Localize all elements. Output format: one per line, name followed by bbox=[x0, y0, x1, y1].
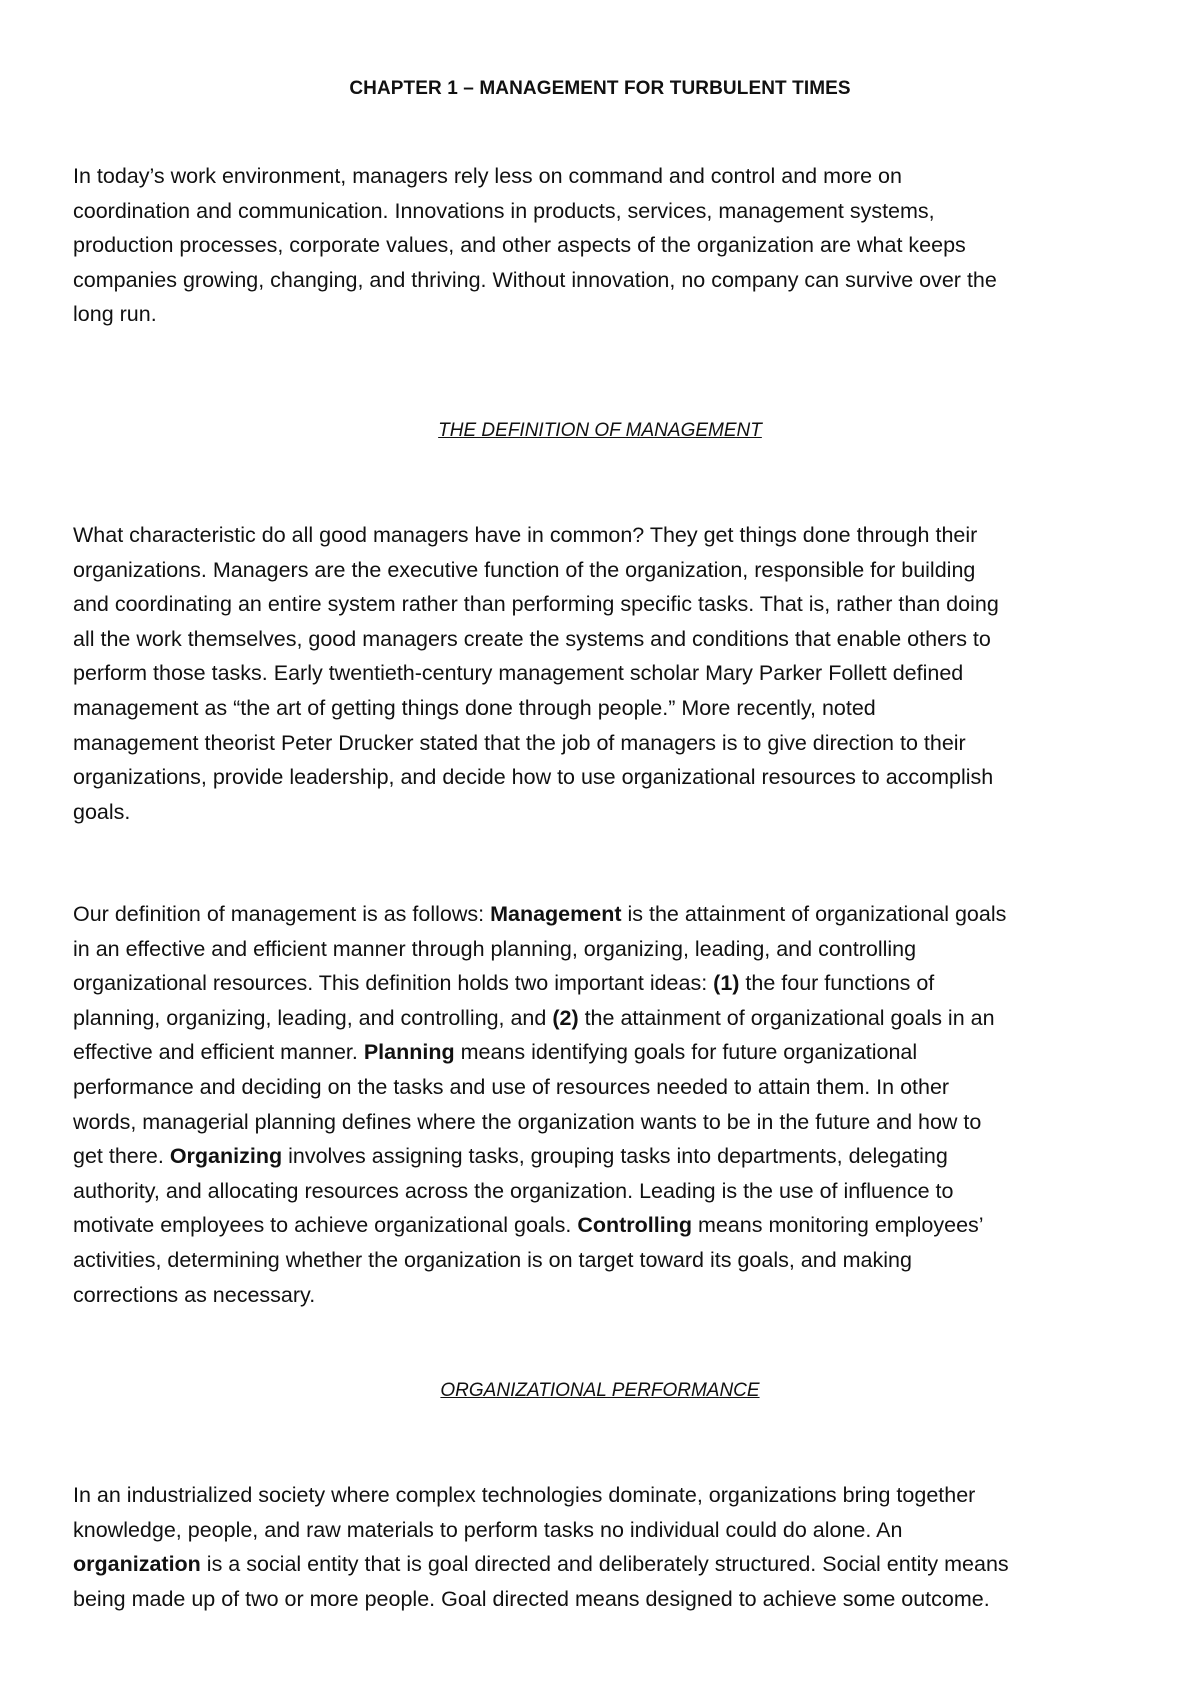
bold-term-organization: organization bbox=[73, 1552, 201, 1577]
text-line: words, managerial planning defines where the organization wants to be in the future and how to bbox=[73, 1109, 982, 1134]
bold-term-organizing: Organizing bbox=[169, 1144, 283, 1169]
text-line bbox=[73, 1139, 1138, 1174]
text-line: management theorist Peter Drucker stated that the job of managers is to give direction to their bbox=[73, 730, 966, 755]
text-run: planning, organizing, leading, and controlling, and bbox=[73, 1005, 553, 1030]
performance-paragraph-1 bbox=[73, 1478, 1138, 1616]
text-line: in an effective and efficient manner through planning, organizing, leading, and controlling bbox=[73, 936, 917, 961]
text-line bbox=[73, 897, 1138, 932]
text-line: In an industrialized society where complex technologies dominate, organizations bring together bbox=[73, 1483, 976, 1507]
definition-paragraph-2 bbox=[73, 897, 1138, 1312]
section-heading-performance: ORGANIZATIONAL PERFORMANCE bbox=[440, 1380, 760, 1401]
text-line: goals. bbox=[73, 799, 131, 824]
text-run: effective and efficient manner. bbox=[73, 1040, 364, 1065]
bold-term-planning: Planning bbox=[363, 1040, 455, 1065]
text-line: knowledge, people, and raw materials to perform tasks no individual could do alone. An bbox=[73, 1517, 903, 1542]
definition-paragraph-1 bbox=[73, 518, 1138, 829]
text-run: involves assigning tasks, grouping tasks into departments, delegating bbox=[282, 1144, 948, 1169]
text-line: performance and deciding on the tasks and use of resources needed to attain them. In other bbox=[73, 1074, 950, 1099]
text-run: get there. bbox=[73, 1144, 170, 1169]
text-run: means identifying goals for future organizational bbox=[454, 1040, 918, 1065]
text-line: activities, determining whether the organization is on target toward its goals, and making bbox=[73, 1247, 912, 1272]
text-run: means monitoring employees’ bbox=[692, 1213, 984, 1238]
text-run: organizational resources. This definition holds two important ideas: bbox=[73, 971, 714, 996]
text-run: Our definition of management is as follows: bbox=[73, 902, 491, 926]
text-line: companies growing, changing, and thriving. Without innovation, no company can survive over the bbox=[73, 267, 997, 292]
text-line: corrections as necessary. bbox=[73, 1282, 316, 1307]
text-line: management as “the art of getting things done through people.” More recently, noted bbox=[73, 695, 876, 720]
text-line: authority, and allocating resources across the organization. Leading is the use of influence to bbox=[73, 1178, 954, 1203]
text-line bbox=[73, 1208, 1138, 1243]
text-run: the four functions of bbox=[739, 971, 935, 996]
text-run: the attainment of organizational goals in an bbox=[578, 1005, 995, 1030]
text-line bbox=[73, 966, 1138, 1001]
text-line: all the work themselves, good managers create the systems and conditions that enable others to bbox=[73, 626, 991, 651]
text-line: In today’s work environment, managers rely less on command and control and more on bbox=[73, 164, 902, 188]
text-line: coordination and communication. Innovations in products, services, management systems, bbox=[73, 198, 935, 223]
text-line: and coordinating an entire system rather than performing specific tasks. That is, rather than doing bbox=[73, 592, 999, 617]
text-line bbox=[73, 1035, 1138, 1070]
text-run: motivate employees to achieve organizational goals. bbox=[73, 1213, 578, 1238]
bold-term-controlling: Controlling bbox=[577, 1213, 692, 1238]
text-line: organizations, provide leadership, and decide how to use organizational resources to accomplish bbox=[73, 765, 994, 790]
text-run: is a social entity that is goal directed and deliberately structured. Social entity means bbox=[200, 1552, 1009, 1577]
bold-marker-2: (2) bbox=[552, 1005, 579, 1030]
chapter-title: CHAPTER 1 – MANAGEMENT FOR TURBULENT TIMES bbox=[349, 78, 851, 99]
bold-term-management: Management bbox=[490, 902, 622, 926]
text-run: is the attainment of organizational goals bbox=[621, 902, 1007, 926]
intro-paragraph bbox=[73, 159, 1138, 332]
section-heading-definition: THE DEFINITION OF MANAGEMENT bbox=[438, 420, 762, 441]
text-line: production processes, corporate values, and other aspects of the organization are what keeps bbox=[73, 233, 966, 258]
bold-marker-1: (1) bbox=[713, 971, 740, 996]
text-line: being made up of two or more people. Goal directed means designed to achieve some outcome. bbox=[73, 1586, 990, 1611]
text-line: long run. bbox=[73, 302, 157, 327]
text-line: organizations. Managers are the executive function of the organization, responsible for building bbox=[73, 557, 976, 582]
text-line bbox=[73, 1001, 1138, 1036]
text-line bbox=[73, 1547, 1138, 1582]
text-line: What characteristic do all good managers have in common? They get things done through their bbox=[73, 523, 978, 547]
text-line: perform those tasks. Early twentieth-century management scholar Mary Parker Follett defined bbox=[73, 661, 964, 686]
